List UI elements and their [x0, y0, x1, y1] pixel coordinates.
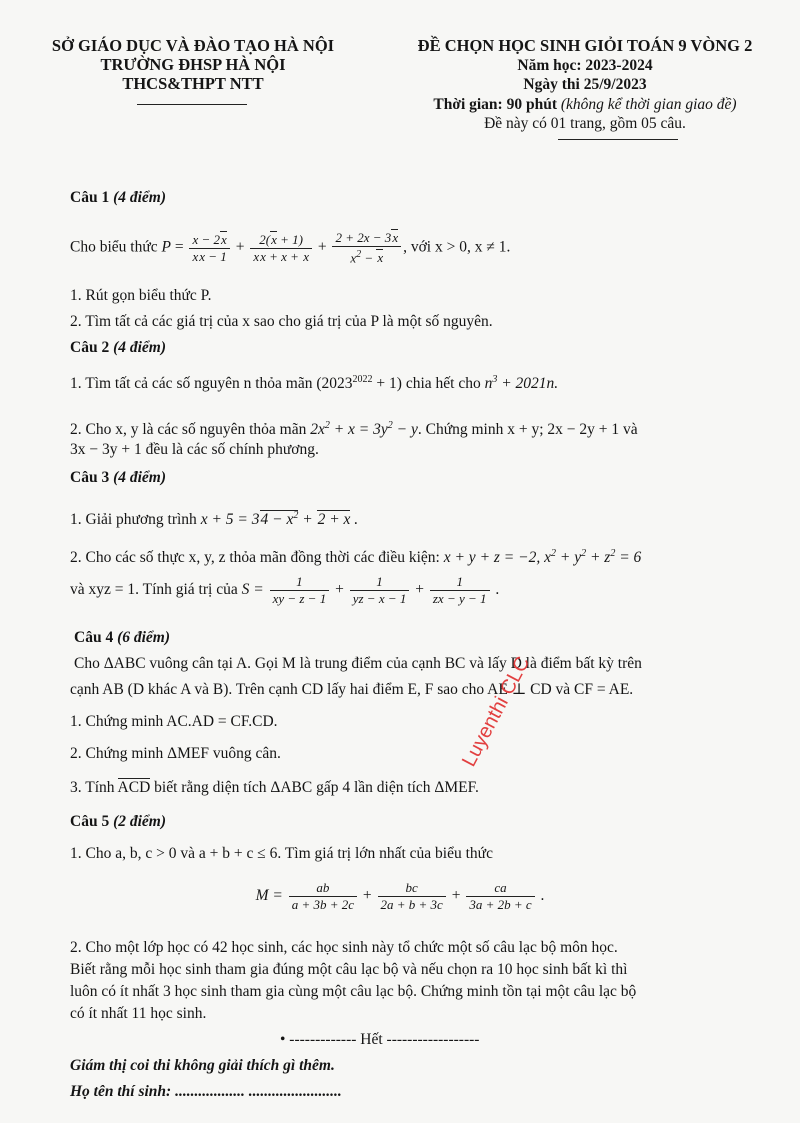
q5-part-2-line-1: 2. Cho một lớp học có 42 học sinh, các học sinh này tổ chức một số câu lạc bộ môn học. — [70, 939, 618, 956]
exam-date: Ngày thi 25/9/2023 — [523, 76, 647, 93]
q4-part-1: 1. Chứng minh AC.AD = CF.CD. — [70, 713, 278, 730]
q5-part-2-line-4: có ít nhất 11 học sinh. — [70, 1005, 207, 1022]
q5-part-2-line-3: luôn có ít nhất 3 học sinh tham gia cùng một câu lạc bộ. Chứng minh tồn tại một câu lạc bộ — [70, 983, 637, 1000]
q1-heading: Câu 1 (4 điểm) — [70, 189, 167, 206]
page-count: Đề này có 01 trang, gồm 05 câu. — [484, 115, 686, 132]
page-count-underline — [558, 139, 678, 140]
school-year: Năm học: 2023-2024 — [517, 56, 653, 74]
candidate-name-field: Họ tên thí sinh: .................. ........................ — [70, 1083, 342, 1100]
q2-part-2: 2. Cho x, y là các số nguyên thỏa mãn $2x^2 + x = 3y^2 - y$. Chứng minh x + y; 2x − 2y + 1 và — [70, 420, 638, 439]
q5-part-2-line-2: Biết rằng mỗi học sinh tham gia đúng một câu lạc bộ và nếu chọn ra 10 học sinh bất kì thì — [70, 961, 628, 978]
q5-heading: Câu 5 (2 điểm) — [70, 813, 167, 830]
q5-expression: M = $\frac{ab}{a + 3b + 2c}$ + $\frac{bc}{2a + b + 3c}$ + $\frac{ca}{3a + 2b + c}$ . — [255, 880, 545, 912]
proctor-note: Giám thị coi thi không giải thích gì thêm. — [70, 1057, 335, 1074]
q3-part-2: 2. Cho các số thực x, y, z thỏa mãn đồng thời các điều kiện: x + y + z = −2, $x^2 + y^2 + z^2 = 6$ — [70, 548, 642, 567]
q4-intro-1: Cho ΔABC vuông cân tại A. Gọi M là trung điểm của cạnh BC và lấy D là điểm bất kỳ trên — [74, 655, 642, 672]
q4-part-3: 3. Tính ACD biết rằng diện tích ΔABC gấp 4 lần diện tích ΔMEF. — [70, 779, 479, 796]
exam-title: ĐỀ CHỌN HỌC SINH GIỎI TOÁN 9 VÒNG 2 — [417, 36, 753, 55]
q1-fraction-1: $\frac{x - 2x}{xx - 1}$ — [189, 232, 229, 265]
q3-part-1: 1. Giải phương trình $x + 5 = 34 - x^2 + 2 + x$ . — [70, 510, 359, 529]
school-name: TRƯỜNG ĐHSP HÀ NỘI — [100, 55, 286, 74]
end-marker: • ------------- Hết ------------------ — [280, 1031, 480, 1048]
q1-part-1: 1. Rút gọn biểu thức P. — [70, 287, 212, 304]
q5-part-1: 1. Cho a, b, c > 0 và a + b + c ≤ 6. Tìm giá trị lớn nhất của biểu thức — [70, 845, 493, 862]
q4-part-2: 2. Chứng minh ΔMEF vuông cân. — [70, 745, 281, 762]
q1-part-2: 2. Tìm tất cả các giá trị của x sao cho giá trị của P là một số nguyên. — [70, 313, 493, 330]
q1-fraction-2: $\frac{2(x + 1)}{xx + x + x}$ — [250, 232, 312, 265]
school-header — [28, 36, 358, 93]
exam-header — [385, 36, 785, 134]
department-name: SỞ GIÁO DỤC VÀ ĐÀO TẠO HÀ NỘI — [51, 36, 335, 55]
exam-time: Thời gian: 90 phút (không kể thời gian giao đề) — [433, 95, 737, 113]
watermark-text: Luyenthi CLC — [458, 652, 535, 771]
school-branch: THCS&THPT NTT — [122, 74, 264, 93]
q4-intro-2: cạnh AB (D khác A và B). Trên cạnh CD lấy hai điểm E, F sao cho AE ⊥ CD và CF = AE. — [70, 681, 634, 698]
q2-heading: Câu 2 (4 điểm) — [70, 339, 167, 356]
header-divider — [137, 104, 247, 105]
q2-part-2-cont: 3x − 3y + 1 đều là các số chính phương. — [70, 441, 319, 458]
q1-fraction-3: $\frac{2 + 2x - 3x}{x^2 - x}$ — [332, 230, 401, 266]
q4-heading: Câu 4 (6 điểm) — [74, 629, 171, 646]
q3-heading: Câu 3 (4 điểm) — [70, 469, 167, 486]
q3-part-2-cont: và xyz = 1. Tính giá trị của S = $\frac{1}{xy - z - 1}$ + $\frac{1}{yz - x - 1}$ + $\frac{1}{zx - y - 1}$ . — [70, 574, 500, 606]
q1-expression: Cho biểu thức P = $\frac{x - 2x}{xx - 1}$ + $\frac{2(x + 1)}{xx + x + x}$ + $\frac{2 + 2x - 3x}{x^2 - x}$ , với x > 0, x ≠ 1. — [70, 230, 511, 266]
q2-part-1: 1. Tìm tất cả các số nguyên n thỏa mãn $(2023^{2022} + 1)$ chia hết cho $n^3 + 2021n$. — [70, 374, 559, 393]
